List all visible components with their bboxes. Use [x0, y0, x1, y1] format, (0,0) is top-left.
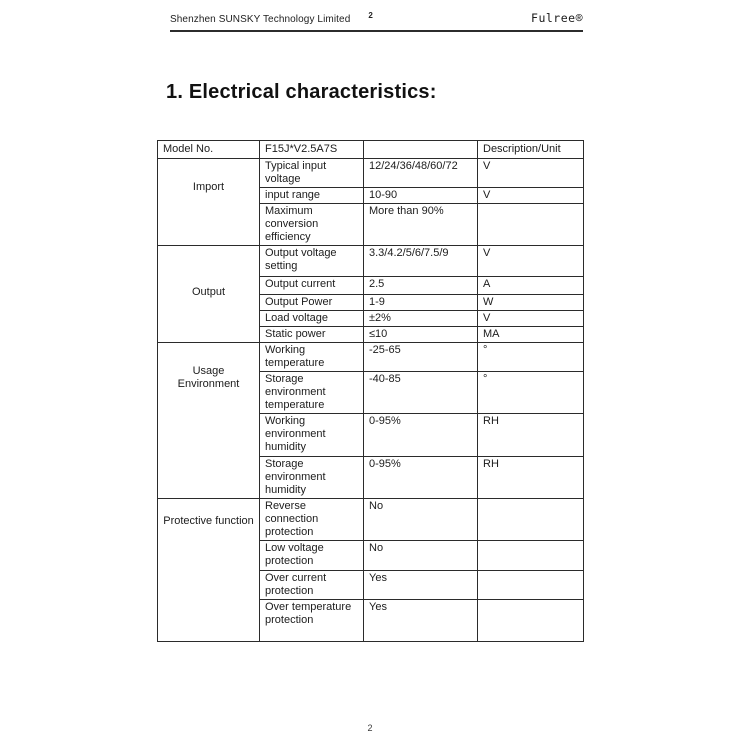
param-unit: °: [478, 372, 584, 414]
param-value: Yes: [364, 571, 478, 600]
header-cell-model-label: Model No.: [158, 141, 260, 159]
header-cell-empty: [364, 141, 478, 159]
param-unit: [478, 204, 584, 246]
group-label-output: Output: [158, 246, 260, 343]
param-name: Maximum conversion efficiency: [260, 204, 364, 246]
param-name: input range: [260, 188, 364, 204]
header-cell-unit-label: Description/Unit: [478, 141, 584, 159]
header-cell-model-value: F15J*V2.5A7S: [260, 141, 364, 159]
param-name: Output voltage setting: [260, 246, 364, 277]
section-title: 1. Electrical characteristics:: [166, 81, 437, 103]
param-name: Output current: [260, 277, 364, 295]
param-name: Reverse connection protection: [260, 499, 364, 541]
param-value: More than 90%: [364, 204, 478, 246]
param-unit: [478, 499, 584, 541]
param-value: 12/24/36/48/60/72: [364, 159, 478, 188]
param-name: Output Power: [260, 295, 364, 311]
group-label-import: Import: [158, 159, 260, 246]
company-name: Shenzhen SUNSKY Technology Limited: [170, 14, 351, 25]
param-unit: [478, 541, 584, 571]
param-name: Low voltage protection: [260, 541, 364, 571]
param-name: Typical input voltage: [260, 159, 364, 188]
company-name-wrap: [170, 11, 373, 25]
table-row: [158, 246, 584, 277]
param-value: ≤10: [364, 327, 478, 343]
param-value: 1-9: [364, 295, 478, 311]
param-name: Over temperature protection: [260, 600, 364, 642]
param-name: Over current protection: [260, 571, 364, 600]
electrical-characteristics-table: [157, 140, 584, 642]
param-unit: V: [478, 188, 584, 204]
param-value: -25-65: [364, 343, 478, 372]
param-name: Static power: [260, 327, 364, 343]
param-name: Working environment humidity: [260, 414, 364, 457]
param-unit: MA: [478, 327, 584, 343]
param-value: 0-95%: [364, 414, 478, 457]
param-value: 3.3/4.2/5/6/7.5/9: [364, 246, 478, 277]
document-header: [170, 11, 583, 32]
param-unit: °: [478, 343, 584, 372]
param-unit: V: [478, 246, 584, 277]
header-superscript: 2: [368, 11, 373, 20]
param-unit: RH: [478, 414, 584, 457]
param-name: Storage environment temperature: [260, 372, 364, 414]
table-row: [158, 159, 584, 188]
param-unit: A: [478, 277, 584, 295]
param-value: No: [364, 499, 478, 541]
brand-logo-text: Fulree®: [531, 11, 583, 25]
param-value: 10-90: [364, 188, 478, 204]
param-unit: V: [478, 159, 584, 188]
param-value: -40-85: [364, 372, 478, 414]
param-unit: [478, 600, 584, 642]
param-name: Working temperature: [260, 343, 364, 372]
param-value: 2.5: [364, 277, 478, 295]
param-value: No: [364, 541, 478, 571]
group-label-usage-environment: Usage Environment: [158, 343, 260, 499]
table-row: [158, 499, 584, 541]
param-unit: W: [478, 295, 584, 311]
group-label-protective-function: Protective function: [158, 499, 260, 642]
param-value: ±2%: [364, 311, 478, 327]
param-value: Yes: [364, 600, 478, 642]
param-unit: RH: [478, 457, 584, 499]
param-value: 0-95%: [364, 457, 478, 499]
table-header-row: [158, 141, 584, 159]
page-number-footer: 2: [367, 723, 373, 733]
param-unit: [478, 571, 584, 600]
table-row: [158, 343, 584, 372]
param-unit: V: [478, 311, 584, 327]
param-name: Load voltage: [260, 311, 364, 327]
param-name: Storage environment humidity: [260, 457, 364, 499]
